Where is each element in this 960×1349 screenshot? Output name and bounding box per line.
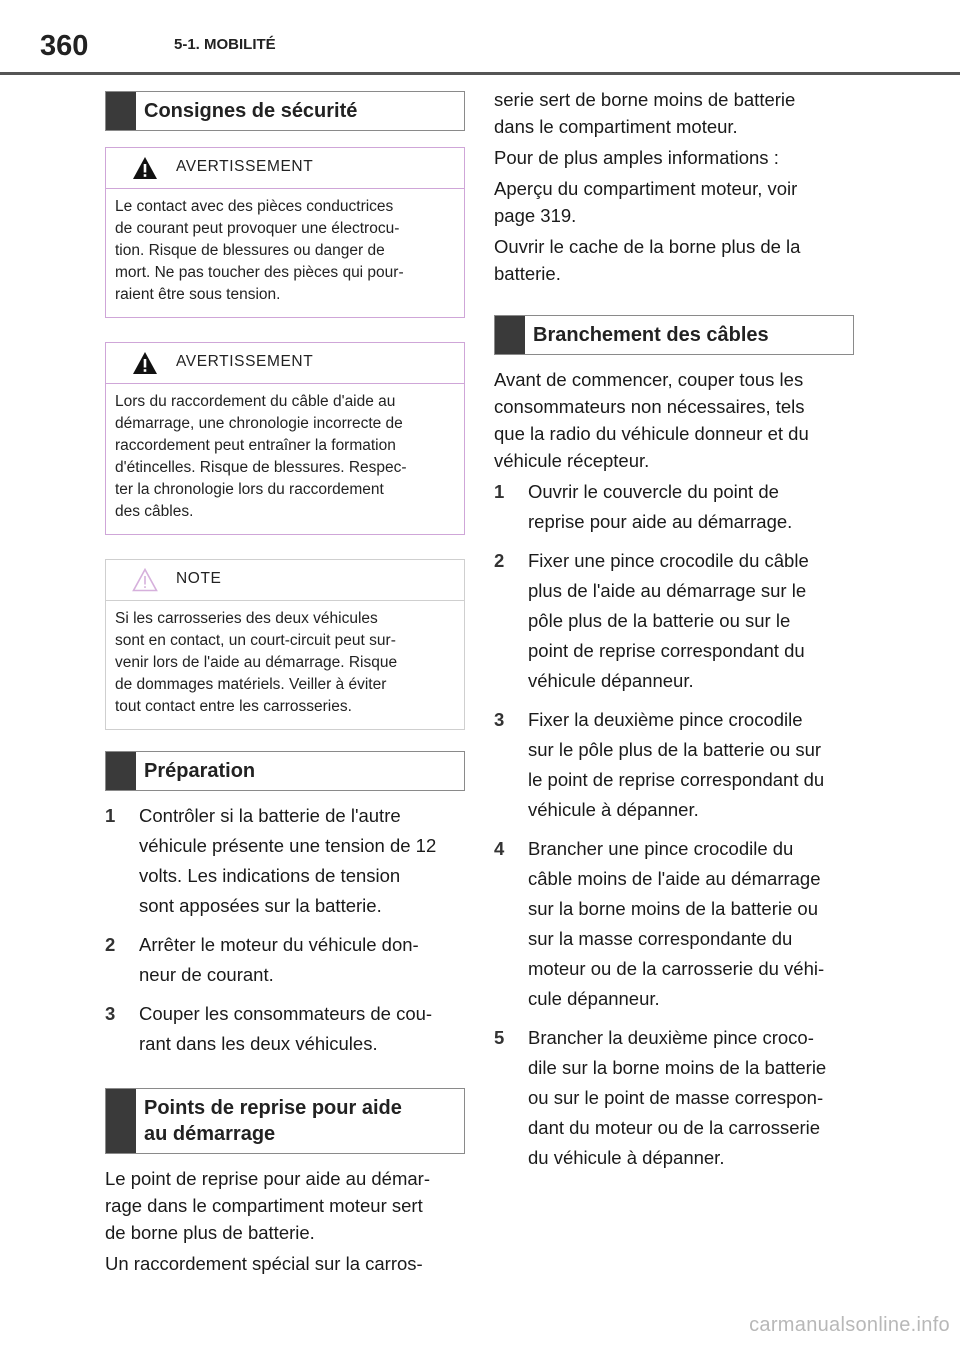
step-line: câble moins de l'aide au démarrage [528,868,821,889]
note-line: sont en contact, un court-circuit peut sur- [115,632,396,649]
preparation-steps [105,801,465,1059]
warning-line: de courant peut provoquer une électrocu- [115,220,400,237]
heading-bar [106,752,136,790]
warning-title: AVERTISSEMENT [176,353,314,370]
list-item [105,930,465,990]
text-line: Pour de plus amples informations : [494,147,779,168]
section-heading-preparation [105,751,465,791]
paragraph [105,1165,465,1246]
step-line: sont apposées sur la batterie. [139,895,382,916]
heading-bar [495,316,525,354]
text-line: page 319. [494,205,577,226]
step-line: véhicule présente une tension de 12 [139,835,437,856]
list-item [494,546,854,696]
step-number: 3 [105,1003,116,1024]
warning-line: tion. Risque de blessures ou danger de [115,242,385,259]
warning-line: des câbles. [115,503,194,520]
step-line: moteur ou de la carrosserie du véhi- [528,958,825,979]
section-heading-jump-points [105,1088,465,1154]
note-line: venir lors de l'aide au démarrage. Risque [115,654,398,671]
section-heading-safety [105,91,465,131]
step-line: pôle plus de la batterie ou sur le [528,610,791,631]
step-number: 1 [105,805,116,826]
warning-line: mort. Ne pas toucher des pièces qui pour- [115,264,404,281]
cable-steps [494,477,854,1173]
list-item [494,834,854,1014]
step-line: dile sur la borne moins de la batterie [528,1057,827,1078]
step-line: Fixer une pince crocodile du câble [528,550,809,571]
step-line: du véhicule à dépanner. [528,1147,725,1168]
step-line: Couper les consommateurs de cou- [139,1003,433,1024]
text-line: véhicule récepteur. [494,450,650,471]
text-line: Ouvrir le cache de la borne plus de la [494,236,801,257]
warning-triangle-filled-icon [132,351,158,375]
warning-triangle-filled-icon [132,156,158,180]
warning-body [106,384,464,534]
step-line: sur la masse correspondante du [528,928,793,949]
text-line: de borne plus de batterie. [105,1222,315,1243]
warning-line: Lors du raccordement du câble d'aide au [115,393,396,410]
warning-box-sparks [105,342,465,535]
page-number: 360 [40,30,89,62]
step-line: Arrêter le moteur du véhicule don- [139,934,419,955]
warning-line: d'étincelles. Risque de blessures. Respec- [115,459,407,476]
step-number: 4 [494,838,505,859]
paragraph [494,86,854,140]
note-body [106,601,464,729]
step-line: le point de reprise correspondant du [528,769,825,790]
step-line: volts. Les indications de tension [139,865,401,886]
text-line: rage dans le compartiment moteur sert [105,1195,423,1216]
heading-text: Préparation [144,760,256,782]
list-item [494,1023,854,1173]
warning-box-electrocution [105,147,465,318]
warning-line: ter la chronologie lors du raccordement [115,481,384,498]
step-line: Brancher la deuxième pince croco- [528,1027,814,1048]
text-line: Aperçu du compartiment moteur, voir [494,178,798,199]
text-line: serie sert de borne moins de batterie [494,89,796,110]
step-number: 1 [494,481,505,502]
text-line: batterie. [494,263,561,284]
note-title: NOTE [176,570,222,587]
paragraph [494,233,854,287]
step-line: point de reprise correspondant du [528,640,805,661]
step-number: 2 [494,550,505,571]
text-line: que la radio du véhicule donneur et du [494,423,809,444]
step-number: 3 [494,709,505,730]
heading-text: Consignes de sécurité [144,100,358,122]
note-line: de dommages matériels. Veiller à éviter [115,676,387,693]
step-line: sur le pôle plus de la batterie ou sur [528,739,822,760]
step-number: 5 [494,1027,505,1048]
step-line: véhicule à dépanner. [528,799,699,820]
step-line: rant dans les deux véhicules. [139,1033,378,1054]
heading-line: Points de reprise pour aide [144,1097,402,1119]
heading-bar [106,92,136,130]
heading-text: Branchement des câbles [533,324,769,346]
step-line: Contrôler si la batterie de l'autre [139,805,401,826]
paragraph [494,366,854,474]
text-line: dans le compartiment moteur. [494,116,738,137]
warning-line: démarrage, une chronologie incorrecte de [115,415,403,432]
page-header [0,0,960,76]
section-heading-cables [494,315,854,355]
warning-line: raccordement peut entraîner la formation [115,437,396,454]
step-line: Fixer la deuxième pince crocodile [528,709,803,730]
text-line: consommateurs non nécessaires, tels [494,396,805,417]
warning-line: raient être sous tension. [115,286,281,303]
text-line: Un raccordement spécial sur la carros- [105,1253,423,1274]
left-column [105,91,465,1277]
note-line: Si les carrosseries des deux véhicules [115,610,378,627]
warning-header [106,148,464,189]
note-line: tout contact entre les carrosseries. [115,698,352,715]
paragraph [494,175,854,229]
step-line: reprise pour aide au démarrage. [528,511,793,532]
header-rule [0,72,960,75]
step-number: 2 [105,934,116,955]
text-line: Le point de reprise pour aide au démar- [105,1168,430,1189]
step-line: neur de courant. [139,964,274,985]
jump-points-text [105,1165,465,1277]
warning-triangle-outline-icon [132,568,158,592]
warning-line: Le contact avec des pièces conductrices [115,198,394,215]
watermark: carmanualsonline.info [749,1314,950,1336]
warning-title: AVERTISSEMENT [176,158,314,175]
step-line: sur la borne moins de la batterie ou [528,898,819,919]
step-line: Brancher une pince crocodile du [528,838,794,859]
text-line: Avant de commencer, couper tous les [494,369,804,390]
heading-line: au démarrage [144,1123,276,1145]
step-line: Ouvrir le couvercle du point de [528,481,779,502]
step-line: plus de l'aide au démarrage sur le [528,580,807,601]
warning-body [106,189,464,317]
paragraph [494,144,854,171]
step-line: véhicule dépanneur. [528,670,694,691]
list-item [494,705,854,825]
list-item [494,477,854,537]
note-header [106,560,464,601]
list-item [105,999,465,1059]
heading-text [106,1089,464,1153]
warning-header [106,343,464,384]
paragraph [105,1250,465,1277]
list-item [105,801,465,921]
heading-bar [106,1089,136,1153]
step-line: cule dépanneur. [528,988,660,1009]
chapter-title: 5-1. MOBILITÉ [174,36,276,53]
step-line: dant du moteur ou de la carrosserie [528,1117,821,1138]
step-line: ou sur le point de masse correspon- [528,1087,824,1108]
note-box [105,559,465,730]
right-column [494,86,854,1173]
